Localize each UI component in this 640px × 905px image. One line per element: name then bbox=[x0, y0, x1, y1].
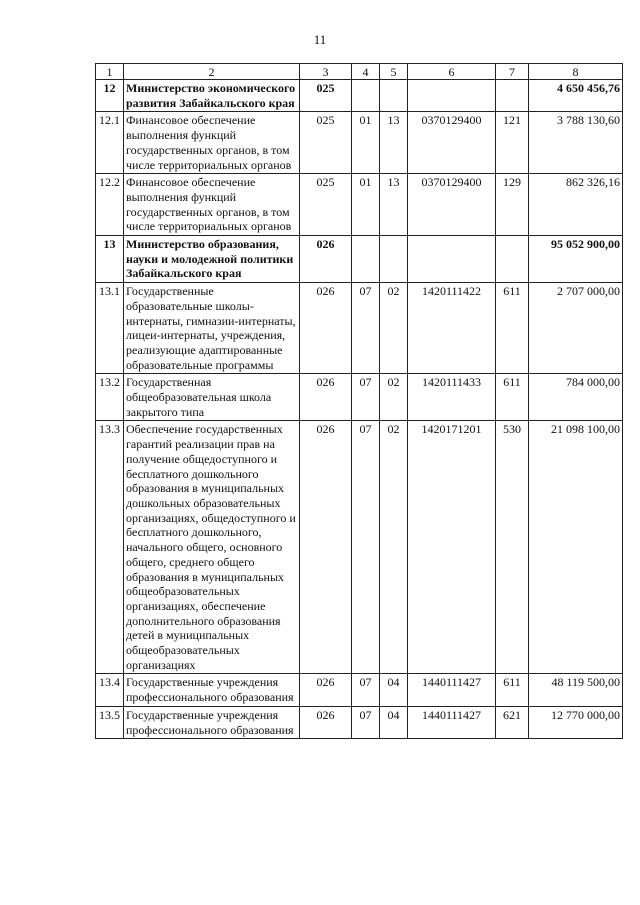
row-subsection-code: 02 bbox=[380, 421, 408, 674]
row-target-article-code bbox=[408, 236, 496, 283]
row-name: Государственные учреждения профессионального образования bbox=[124, 706, 300, 738]
row-subsection-code: 13 bbox=[380, 174, 408, 236]
row-grbs-code: 025 bbox=[300, 80, 352, 112]
row-number: 12.2 bbox=[96, 174, 124, 236]
row-target-article-code: 1420111433 bbox=[408, 374, 496, 421]
row-grbs-code: 025 bbox=[300, 112, 352, 174]
row-name: Министерство экономического развития Забайкальского края bbox=[124, 80, 300, 112]
header-cell: 1 bbox=[96, 64, 124, 80]
table-row bbox=[96, 706, 623, 738]
ministry-row bbox=[96, 80, 623, 112]
row-name: Обеспечение государственных гарантий реализации прав на получение общедоступного и бесплатного дошкольного образования в муниципальных дошкольных образовательных организациях, общедоступного и бесплатного дошкольного, начального общего, основного общего, среднего общего образования в муниципальных общеобразовательных организациях, обеспечение дополнительного образования детей в муниципальных общеобразовательных организациях bbox=[124, 421, 300, 674]
table-row bbox=[96, 674, 623, 706]
row-amount: 862 326,16 bbox=[529, 174, 623, 236]
row-expense-type-code: 121 bbox=[496, 112, 529, 174]
row-grbs-code: 025 bbox=[300, 174, 352, 236]
row-amount: 2 707 000,00 bbox=[529, 283, 623, 374]
ministry-row bbox=[96, 236, 623, 283]
row-section-code bbox=[352, 236, 380, 283]
table-row bbox=[96, 174, 623, 236]
row-section-code: 01 bbox=[352, 174, 380, 236]
row-subsection-code bbox=[380, 236, 408, 283]
row-section-code: 07 bbox=[352, 421, 380, 674]
row-subsection-code: 13 bbox=[380, 112, 408, 174]
row-amount: 784 000,00 bbox=[529, 374, 623, 421]
header-cell: 5 bbox=[380, 64, 408, 80]
row-target-article-code: 1420171201 bbox=[408, 421, 496, 674]
row-amount: 12 770 000,00 bbox=[529, 706, 623, 738]
row-expense-type-code bbox=[496, 236, 529, 283]
row-grbs-code: 026 bbox=[300, 421, 352, 674]
row-target-article-code: 1420111422 bbox=[408, 283, 496, 374]
row-target-article-code: 1440111427 bbox=[408, 674, 496, 706]
table-header-row bbox=[96, 64, 623, 80]
row-expense-type-code: 611 bbox=[496, 674, 529, 706]
row-expense-type-code: 621 bbox=[496, 706, 529, 738]
header-cell: 7 bbox=[496, 64, 529, 80]
row-target-article-code: 0370129400 bbox=[408, 174, 496, 236]
row-name: Государственные учреждения профессионального образования bbox=[124, 674, 300, 706]
row-name: Финансовое обеспечение выполнения функций государственных органов, в том числе территориальных органов bbox=[124, 174, 300, 236]
row-subsection-code: 02 bbox=[380, 283, 408, 374]
row-section-code: 07 bbox=[352, 674, 380, 706]
row-section-code: 07 bbox=[352, 374, 380, 421]
table-row bbox=[96, 374, 623, 421]
row-expense-type-code: 129 bbox=[496, 174, 529, 236]
header-cell: 8 bbox=[529, 64, 623, 80]
row-grbs-code: 026 bbox=[300, 706, 352, 738]
row-number: 12.1 bbox=[96, 112, 124, 174]
row-amount: 4 650 456,76 bbox=[529, 80, 623, 112]
row-grbs-code: 026 bbox=[300, 374, 352, 421]
row-number: 12 bbox=[96, 80, 124, 112]
row-target-article-code: 0370129400 bbox=[408, 112, 496, 174]
row-target-article-code: 1440111427 bbox=[408, 706, 496, 738]
row-section-code: 07 bbox=[352, 706, 380, 738]
row-grbs-code: 026 bbox=[300, 236, 352, 283]
row-expense-type-code: 611 bbox=[496, 283, 529, 374]
table-row bbox=[96, 112, 623, 174]
row-name: Министерство образования, науки и молодежной политики Забайкальского края bbox=[124, 236, 300, 283]
header-cell: 3 bbox=[300, 64, 352, 80]
row-subsection-code: 02 bbox=[380, 374, 408, 421]
row-number: 13.5 bbox=[96, 706, 124, 738]
row-number: 13.1 bbox=[96, 283, 124, 374]
header-cell: 6 bbox=[408, 64, 496, 80]
row-number: 13.3 bbox=[96, 421, 124, 674]
table-row bbox=[96, 283, 623, 374]
row-subsection-code bbox=[380, 80, 408, 112]
row-expense-type-code: 611 bbox=[496, 374, 529, 421]
header-cell: 4 bbox=[352, 64, 380, 80]
row-number: 13 bbox=[96, 236, 124, 283]
row-expense-type-code bbox=[496, 80, 529, 112]
row-subsection-code: 04 bbox=[380, 706, 408, 738]
row-section-code bbox=[352, 80, 380, 112]
row-name: Государственная общеобразовательная школа закрытого типа bbox=[124, 374, 300, 421]
row-amount: 3 788 130,60 bbox=[529, 112, 623, 174]
budget-table bbox=[95, 63, 623, 739]
row-amount: 95 052 900,00 bbox=[529, 236, 623, 283]
header-cell: 2 bbox=[124, 64, 300, 80]
row-number: 13.4 bbox=[96, 674, 124, 706]
table-row bbox=[96, 421, 623, 674]
row-section-code: 07 bbox=[352, 283, 380, 374]
page-number: 11 bbox=[313, 32, 327, 47]
row-grbs-code: 026 bbox=[300, 283, 352, 374]
row-grbs-code: 026 bbox=[300, 674, 352, 706]
row-section-code: 01 bbox=[352, 112, 380, 174]
row-name: Государственные образовательные школы-интернаты, гимназии-интернаты, лицеи-интернаты, учреждения, реализующие адаптированные образовательные программы bbox=[124, 283, 300, 374]
row-amount: 48 119 500,00 bbox=[529, 674, 623, 706]
row-number: 13.2 bbox=[96, 374, 124, 421]
row-name: Финансовое обеспечение выполнения функций государственных органов, в том числе территориальных органов bbox=[124, 112, 300, 174]
row-amount: 21 098 100,00 bbox=[529, 421, 623, 674]
row-expense-type-code: 530 bbox=[496, 421, 529, 674]
row-target-article-code bbox=[408, 80, 496, 112]
row-subsection-code: 04 bbox=[380, 674, 408, 706]
